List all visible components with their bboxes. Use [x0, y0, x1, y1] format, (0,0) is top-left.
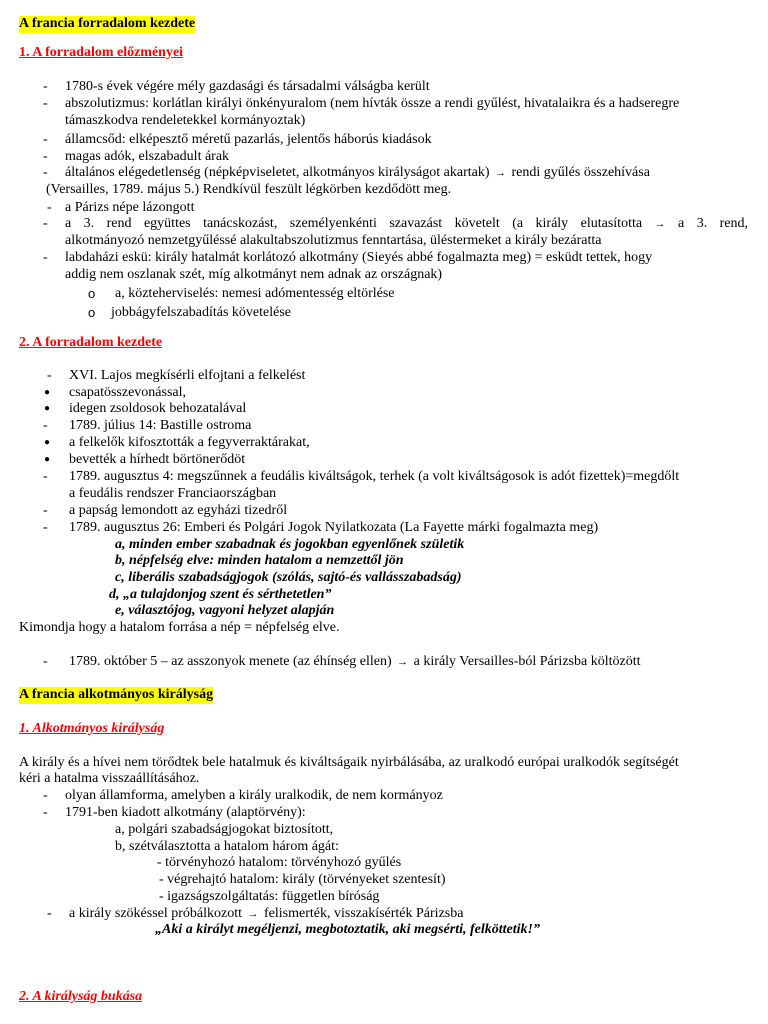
quote: „Aki a királyt megéljenzi, megbotoztatik, aki megsérti, felköttetik!” — [155, 922, 540, 937]
list-item: a papság lemondott az egyházi tizedről — [69, 503, 288, 518]
dash-marker: - — [43, 132, 48, 147]
declaration-point: e, választójog, vagyoni helyzet alapján — [115, 603, 335, 618]
dash-marker: - — [43, 654, 48, 669]
arrow-icon: → — [247, 908, 259, 920]
bullet-marker: ● — [44, 403, 51, 414]
bullet-marker: ● — [44, 437, 51, 448]
circle-bullet: o — [88, 305, 96, 320]
declaration-point: a, minden ember szabadnak és jogokban egyenlőnek születik — [115, 537, 465, 552]
list-item: idegen zsoldosok behozatalával — [69, 401, 247, 416]
list-item — [69, 906, 463, 923]
list-item — [69, 654, 640, 671]
dash-marker: - — [43, 79, 48, 94]
section-title-preconditions: 1. A forradalom előzményei — [19, 45, 184, 60]
section-title-beginning: 2. A forradalom kezdete — [19, 335, 163, 350]
section-title-fall-of-monarchy: 2. A királyság bukása — [19, 989, 143, 1004]
dash-marker: - — [43, 216, 48, 231]
list-item: a felkelők kifosztották a fegyverraktárakat, — [69, 435, 310, 450]
list-item: abszolutizmus: korlátlan királyi önkényuralom (nem hívták össze a rendi gyűlést, hivatalaikra és a hadseregre — [65, 96, 680, 111]
list-item: XVI. Lajos megkísérli elfojtani a felkelést — [69, 368, 306, 383]
list-item: 1791-ben kiadott alkotmány (alaptörvény): — [65, 805, 306, 820]
list-item-continuation: alkotmányozó nemzetgyűléssé alakultabszolutizmus fenntartása, üléstermeket a király bezáratta — [65, 233, 602, 248]
main-heading: A francia forradalom kezdete — [19, 16, 196, 31]
list-item: labdaházi eskü: király hatalmát korlátozó alkotmány (Sieyés abbé fogalmazta meg) = esküdt tettek, hogy — [65, 250, 653, 265]
declaration-point: d, „a tulajdonjog szent és sérthetetlen” — [109, 587, 332, 602]
list-item-text: 1789. október 5 – az asszonyok menete (az éhínség ellen) — [69, 654, 392, 669]
dash-marker: - — [43, 149, 48, 164]
dash-marker: - — [43, 165, 48, 180]
section-title-constitutional-monarchy: 1. Alkotmányos királyság — [19, 721, 165, 736]
list-item-text: a 3. rend, — [678, 216, 749, 231]
dash-marker: - — [43, 96, 48, 111]
list-item: a Párizs népe lázongott — [65, 200, 195, 215]
dash-marker: - — [43, 520, 48, 535]
sub-sub-list-item: - igazságszolgáltatás: független bíróság — [159, 889, 380, 904]
arrow-icon: → — [654, 218, 666, 230]
list-item — [65, 165, 650, 182]
arrow-icon: → — [397, 656, 409, 668]
dash-marker: - — [47, 200, 52, 215]
list-item — [65, 216, 748, 233]
dash-marker: - — [43, 503, 48, 518]
arrow-icon: → — [495, 167, 507, 179]
list-item-text: a 3. rend együttes tanácskozást, személyenkénti szavazást követelt (a király elutasította — [65, 216, 643, 231]
sub-sub-list-item: - végrehajtó hatalom: király (törvényeket szentesít) — [159, 872, 446, 887]
list-item-text: a király szökéssel próbálkozott — [69, 906, 243, 921]
bullet-marker: ● — [44, 387, 51, 398]
main-heading-constitutional: A francia alkotmányos királyság — [19, 687, 214, 702]
list-item-continuation: addig nem oszlanak szét, míg alkotmányt nem adnak az országnak) — [65, 267, 443, 282]
list-item: 1789. augusztus 4: megszűnnek a feudális kiváltságok, terhek (a volt kiváltságosok is adót fizettek)=megdőlt — [69, 469, 680, 484]
list-item: csapatösszevonással, — [69, 385, 187, 400]
list-item-text: rendi gyűlés összehívása — [511, 165, 650, 180]
list-item: 1780-s évek végére mély gazdasági és társadalmi válságba került — [65, 79, 430, 94]
list-item-text: általános elégedetlenség (népképviseletet, alkotmányos királyságot akartak) — [65, 165, 490, 180]
dash-marker: - — [47, 906, 52, 921]
list-item: államcsőd: elképesztő méretű pazarlás, jelentős háborús kiadások — [65, 132, 432, 147]
list-item: bevették a hírhedt börtönerődöt — [69, 452, 246, 467]
list-item: 1789. július 14: Bastille ostroma — [69, 418, 252, 433]
circle-bullet: o — [88, 286, 96, 301]
dash-marker: - — [43, 418, 48, 433]
dash-marker: - — [43, 788, 48, 803]
sub-list-item: a, közteherviselés: nemesi adómentesség eltörlése — [115, 286, 395, 301]
paragraph-line: (Versailles, 1789. május 5.) Rendkívül feszült légkörben kezdődött meg. — [46, 182, 452, 197]
list-item: olyan államforma, amelyben a király uralkodik, de nem kormányoz — [65, 788, 443, 803]
bullet-marker: ● — [44, 454, 51, 465]
sub-list-item: jobbágyfelszabadítás követelése — [111, 305, 291, 320]
list-item: magas adók, elszabadult árak — [65, 149, 230, 164]
dash-marker: - — [47, 368, 52, 383]
list-item-continuation: a feudális rendszer Franciaországban — [69, 486, 277, 501]
list-item: 1789. augusztus 26: Emberi és Polgári Jogok Nyilatkozata (La Fayette márki fogalmazta meg) — [69, 520, 599, 535]
paragraph-line: Kimondja hogy a hatalom forrása a nép = népfelség elve. — [19, 620, 340, 635]
declaration-point: c, liberális szabadságjogok (szólás, sajtó-és vallásszabadság) — [115, 570, 462, 585]
dash-marker: - — [43, 250, 48, 265]
list-item-text: felismerték, visszakísérték Párizsba — [264, 906, 464, 921]
dash-marker: - — [43, 805, 48, 820]
dash-marker: - — [43, 469, 48, 484]
paragraph-line: kéri a hatalma visszaállításához. — [19, 771, 200, 786]
declaration-point: b, népfelség elve: minden hatalom a nemzettől jön — [115, 553, 404, 568]
sub-list-item: a, polgári szabadságjogokat biztosított, — [115, 822, 334, 837]
sub-sub-list-item: - törvényhozó hatalom: törvényhozó gyűlés — [157, 855, 402, 870]
list-item-continuation: támaszkodva rendeletekkel kormányoztak) — [65, 113, 306, 128]
paragraph-line: A király és a hívei nem törődtek bele hatalmuk és kiváltságaik nyirbálásába, az uralkodó európai uralkodók segítségét — [19, 755, 679, 770]
list-item-text: a király Versailles-ból Párizsba költözött — [413, 654, 641, 669]
sub-list-item: b, szétválasztotta a hatalom három ágát: — [115, 839, 339, 854]
